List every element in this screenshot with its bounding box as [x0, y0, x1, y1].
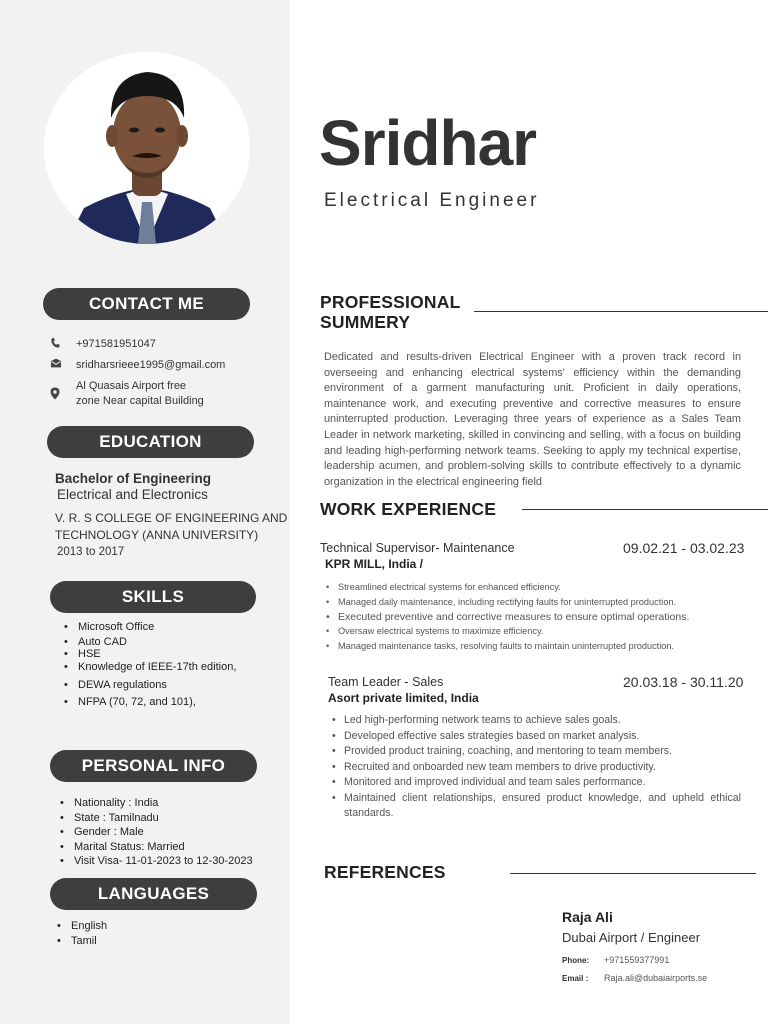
- reference-email[interactable]: Raja.ali@dubaiairports.se: [604, 973, 708, 983]
- contact-phone-row: [50, 337, 156, 352]
- location-pin-icon: [50, 379, 76, 400]
- list-item: • Monitored and improved individual and team sales performance.: [330, 775, 741, 791]
- list-item: • DEWA regulations: [60, 678, 236, 693]
- education-years: 2013 to 2017: [57, 546, 125, 558]
- reference-phone-label: Phone:: [562, 956, 590, 965]
- job-duties-list: [330, 713, 741, 822]
- list-item: • Oversaw electrical systems to maximize efficiency.: [324, 624, 689, 639]
- contact-address: [76, 379, 204, 409]
- list-item: • Marital Status: Married: [56, 840, 253, 855]
- list-item: • Nationality : India: [56, 796, 253, 811]
- job-company: KPR MILL, India /: [325, 557, 423, 571]
- references-heading: REFERENCES: [324, 862, 446, 882]
- experience-heading: WORK EXPERIENCE: [320, 499, 497, 519]
- list-item: • Led high-performing network teams to achieve sales goals.: [330, 713, 741, 729]
- education-heading: EDUCATION: [47, 426, 254, 458]
- experience-divider: [522, 509, 768, 510]
- list-item: • State : Tamilnadu: [56, 811, 253, 826]
- reference-email-label: Email :: [562, 974, 589, 983]
- education-degree: Bachelor of Engineering: [55, 471, 212, 486]
- contact-address-row: [50, 379, 204, 409]
- skills-heading: SKILLS: [50, 581, 256, 613]
- list-item: • Streamlined electrical systems for enhanced efficiency.: [324, 580, 689, 595]
- job-dates: 20.03.18 - 30.11.20: [623, 674, 744, 690]
- profile-photo: [44, 52, 250, 244]
- contact-email[interactable]: sridharsrieee1995@gmail.com: [76, 359, 226, 371]
- profile-title: Electrical Engineer: [324, 190, 540, 211]
- list-item: • Knowledge of IEEE-17th edition,: [60, 660, 236, 675]
- summary-divider: [474, 311, 768, 312]
- reference-role: Dubai Airport / Engineer: [562, 930, 701, 945]
- job-title: Team Leader - Sales: [328, 675, 444, 689]
- reference-phone[interactable]: +971559377991: [604, 955, 670, 965]
- list-item: • Developed effective sales strategies based on market analysis.: [330, 729, 741, 745]
- job-dates: 09.02.21 - 03.02.23: [623, 540, 745, 556]
- list-item: • NFPA (70, 72, and 101),: [60, 695, 236, 710]
- contact-phone[interactable]: +971581951047: [76, 338, 156, 350]
- summary-text: Dedicated and results-driven Electrical Engineer with a proven track record in overseeing and enhancing electrical systems' efficiency within the demanding environment of a garment manufacturing unit. Proficient in daily operations, maintenance work, and executing preventive and corrective measures to ensure uninterrupted production. Leveraging three years of experience as a Sales Team Leader in network marketing, skilled in convincing and selling, with a focus on building and leading high-performing network teams. Seeking to apply my technical expertise, leadership acumen, and problem-solving skills to contribute effectively to a dynamic organization in the electrical engineering field: [324, 351, 741, 488]
- references-divider: [510, 873, 756, 874]
- list-item: • Managed daily maintenance, including rectifying faults for uninterrupted production.: [324, 595, 689, 610]
- job-title: Technical Supervisor- Maintenance: [320, 541, 515, 555]
- job-duties-list: [324, 580, 689, 654]
- languages-heading: LANGUAGES: [50, 878, 257, 910]
- summary-heading-line1: PROFESSIONAL: [320, 292, 461, 312]
- list-item: • HSE: [60, 649, 236, 660]
- list-item: • Maintained client relationships, ensured product knowledge, and upheld ethical standards.: [330, 791, 741, 822]
- list-item: • Microsoft Office: [60, 620, 236, 635]
- list-item: • Recruited and onboarded new team members to drive productivity.: [330, 760, 741, 776]
- reference-name: Raja Ali: [562, 909, 613, 925]
- list-item: • Gender : Male: [56, 825, 253, 840]
- list-item: • Auto CAD: [60, 635, 236, 650]
- contact-address-line2: zone Near capital Building: [76, 394, 204, 407]
- languages-list: [53, 919, 107, 948]
- list-item: • Managed maintenance tasks, resolving faults to maintain uninterrupted production.: [324, 639, 689, 654]
- contact-heading: CONTACT ME: [43, 288, 250, 320]
- contact-address-line1: Al Quasais Airport free: [76, 380, 187, 392]
- list-item: • Visit Visa- 11-01-2023 to 12-30-2023: [56, 854, 253, 869]
- list-item: • Tamil: [53, 934, 107, 949]
- personal-info-heading: PERSONAL INFO: [50, 750, 257, 782]
- education-college-line1: V. R. S COLLEGE OF ENGINEERING AND: [55, 511, 288, 525]
- job-company: Asort private limited, India: [328, 691, 479, 705]
- summary-heading-line2: SUMMERY: [320, 312, 411, 332]
- list-item: • Executed preventive and corrective measures to ensure optimal operations.: [324, 610, 689, 625]
- phone-icon: [50, 337, 76, 349]
- education-college-line2: TECHNOLOGY (ANNA UNIVERSITY): [55, 528, 259, 542]
- list-item: • English: [53, 919, 107, 934]
- contact-email-row: [50, 358, 225, 373]
- mail-icon: [50, 358, 76, 368]
- skills-list: [60, 620, 236, 710]
- list-item: • Provided product training, coaching, and mentoring to team members.: [330, 744, 741, 760]
- profile-name: Sridhar: [319, 107, 537, 179]
- education-branch: Electrical and Electronics: [57, 487, 208, 502]
- personal-info-list: [56, 796, 253, 869]
- summary-heading: [320, 292, 460, 332]
